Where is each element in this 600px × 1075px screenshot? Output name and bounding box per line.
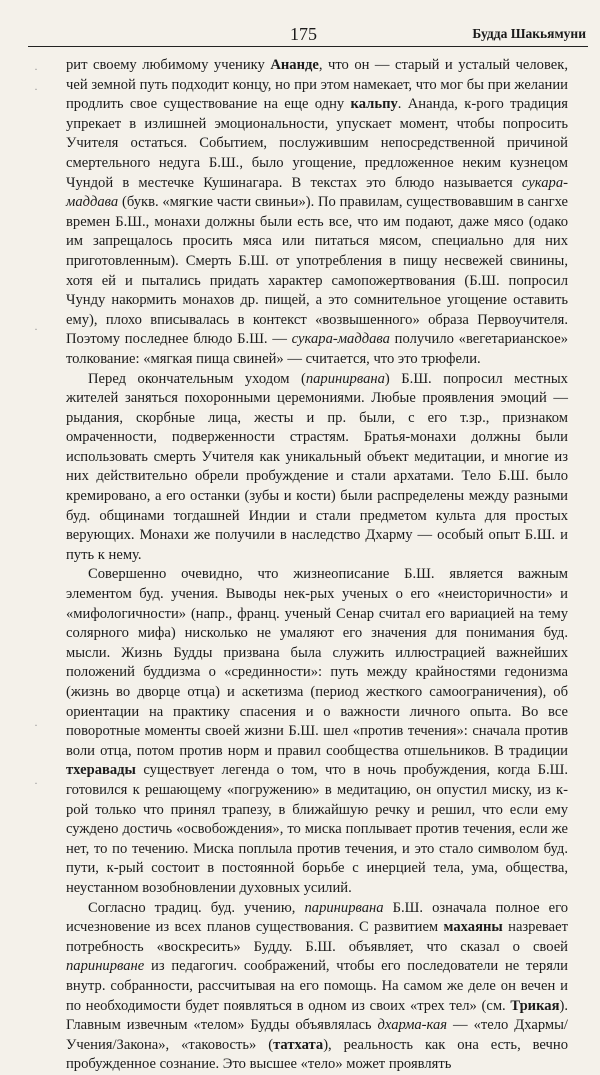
text-run: ), реальность как она есть, вечно пробужденное сознание. Это высшее «тело» может проявлять bbox=[66, 1036, 568, 1073]
margin-mark: · bbox=[34, 82, 38, 96]
page-number: 175 bbox=[290, 24, 317, 44]
italic-term: паринирване bbox=[66, 958, 145, 975]
bold-term[interactable]: кальпу bbox=[350, 96, 398, 113]
paragraph-3 bbox=[66, 565, 568, 898]
text-run: из педагогич. соображений, чтобы его последователи не теряли внутр. собранности, рассчитывая на его помощь. На самом же деле он вечен и по необходимости будет появляться в одном из своих «трех тел» (см. bbox=[66, 958, 568, 1014]
text-run: . Ананда, к-рого традиция упрекает в излишней эмоциональности, упускает момент, чтобы попросить Учителя остаться. Событием, послужившим непосредственной причиной смертельного недуга Б.Ш., было угощение, предложенное неким кузнецом Чундой в местечке Кушинагара. В текстах это блюдо называется bbox=[66, 96, 568, 191]
text-run: ) Б.Ш. попросил местных жителей заняться похоронными церемониями. Любые проявления эмоций — рыдания, скорбные лица, жесты и пр. были, с его т.зр., признаком омраченности, подверженности страстям. Братья-монахи должны были использовать смерть Учителя как уникальный объект медитации, и многие из них действительно обрели пробуждение и стали архатами. Тело Б.Ш. было кремировано, а его останки (зубы и кости) были распределены между разными буд. общинами тогдашней Индии и стали предметом культа для простых верующих. Монахи же получили в наследство Дхарму — особый опыт Б.Ш. и путь к нему. bbox=[66, 370, 568, 563]
text-run: ). Главным извечным «телом» Будды объявлялась bbox=[66, 997, 568, 1034]
italic-term: паринирвана bbox=[304, 899, 384, 916]
italic-term: сукара-маддава bbox=[291, 331, 390, 348]
running-title: Будда Шакьямуни bbox=[472, 26, 586, 41]
margin-mark: · bbox=[34, 62, 38, 76]
text-run: Б.Ш. означала полное его исчезновение из всех планов существования. С развитием bbox=[66, 899, 568, 936]
body-text bbox=[66, 56, 568, 1075]
italic-term: дхарма-кая bbox=[377, 1017, 448, 1034]
text-run: Перед окончательным уходом ( bbox=[88, 370, 306, 387]
italic-term: паринирвана bbox=[305, 370, 385, 387]
text-run: получило «вегетарианское» толкование: «мягкая пища свиней» — считается, что это трюфели. bbox=[66, 331, 568, 367]
bold-term[interactable]: махаяны bbox=[443, 919, 503, 936]
text-run: — «тело Дхармы/Учения/Закона», «таковость» ( bbox=[66, 1017, 568, 1053]
text-run: (букв. «мягкие части свиньи»). По правилам, существовавшим в сангхе времен Б.Ш., монахи должны были есть все, что им подают, даже мясо (одако им запрещалось просить мяса или питаться мясом, специально для них приготовленным). Смерть Б.Ш. от употребления в пищу несвежей свинины, хотя ей и пытались придать характер самопожертвования (Б.Ш. попросил Чунду накормить монахов др. пищей, а это сомнительное угощение оставить ему), плохо вписывалась в контекст «возвышенного» образа Первоучителя. Поэтому последнее блюдо Б.Ш. — bbox=[66, 194, 568, 348]
paragraph-4 bbox=[66, 899, 568, 1075]
text-run: существует легенда о том, что в ночь пробуждения, когда Б.Ш. готовился к решающему «погружению» в медитацию, он опустил миску, из к-рой только что принял трапезу, в ближайшую речку и решил, что если ему суждено достичь «освобождения», то миска поплывает против течения, если же нет, то по течению. Миска поплыла против течения, и это стало символом буд. пути, к-рый состоит в постоянной борьбе с инерцией тела, ума, общества, неустанном возобновлении духовных усилий. bbox=[66, 762, 568, 896]
margin-mark: · bbox=[34, 718, 38, 732]
bold-term[interactable]: тхеравады bbox=[66, 762, 136, 779]
paragraph-2 bbox=[66, 370, 568, 566]
page-header bbox=[28, 22, 588, 47]
text-run: , что он — старый и усталый человек, чей земной путь подходит концу, но при этом намекает, что мог бы при желании продлить свое существование на еще одну bbox=[66, 57, 568, 113]
margin-mark: · bbox=[34, 322, 38, 336]
paragraph-1 bbox=[66, 56, 568, 370]
text-run: назревает потребность «воскресить» Будду. Б.Ш. объявляет, что сказал о своей bbox=[66, 919, 568, 955]
margin-mark: · bbox=[34, 776, 38, 790]
bold-term[interactable]: Трикая bbox=[510, 997, 560, 1014]
italic-term: сукара-маддава bbox=[66, 174, 568, 211]
text-run: Согласно традиц. буд. учению, bbox=[88, 899, 305, 916]
bold-term[interactable]: Ананде bbox=[270, 57, 319, 73]
text-run: рит своему любимому ученику bbox=[66, 57, 271, 73]
text-run: Совершенно очевидно, что жизнеописание Б.Ш. является важным элементом буд. учения. Выводы нек-рых ученых о его «неисторичности» и «мифологичности» (напр., франц. ученый Сенар считал его вариацией на тему солярного мифа) нисколько не умаляют его значения для понимания буд. мысли. Жизнь Будды призвана была служить иллюстрацией важнейших положений буддизма о «срединности»: путь между крайностями гедонизма (жизнь во дворце отца) и аскетизма (период жесткого самоограничения), об ориентации на практику спасения и о важности личного опыта. Во все поворотные моменты своей жизни Б.Ш. шел «против течения»: сначала против воли отца, потом против норм и правил сообщества отшельников. В традиции bbox=[66, 566, 568, 759]
bold-term[interactable]: татхата bbox=[273, 1036, 324, 1053]
